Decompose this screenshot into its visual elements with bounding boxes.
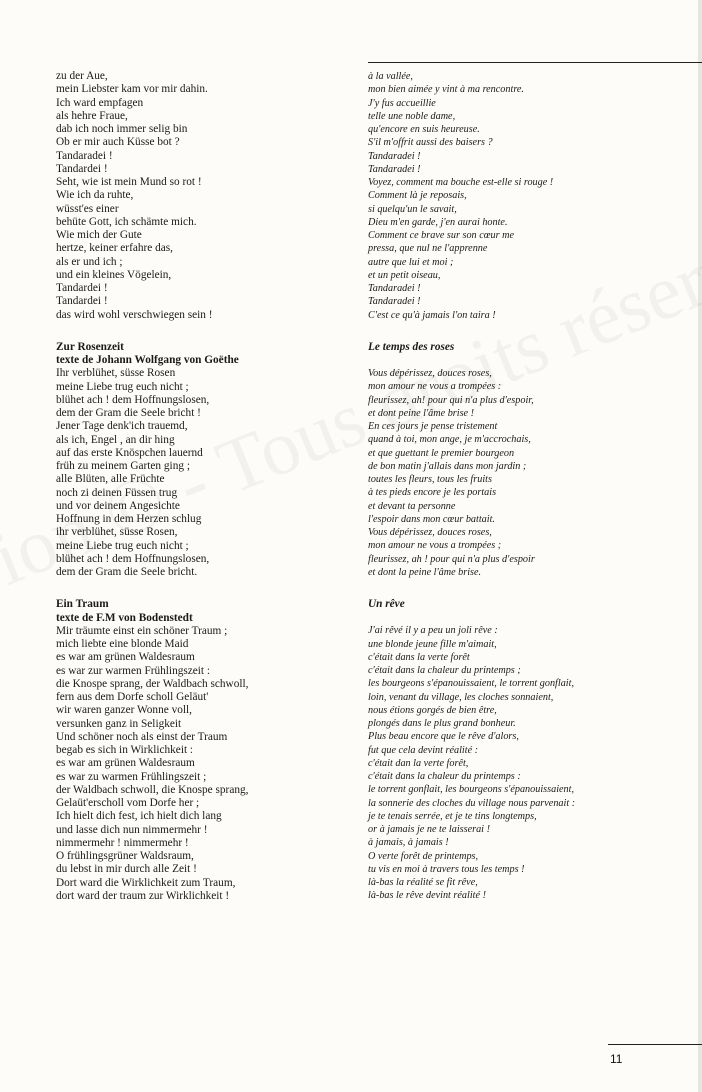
poem-line: telle une noble dame, [368, 110, 456, 122]
poem-line: le torrent gonflait, les bourgeons s'épanouissaient, [368, 784, 575, 796]
poem-line: es war zu warmen Frühlingszeit ; [56, 770, 207, 783]
poem-line: ihr verblühet, süsse Rosen, [56, 526, 178, 539]
poem-line: à tes pieds encore je les portais [368, 487, 497, 499]
poem-line: es war am grünen Waldesraum [56, 651, 195, 664]
poem-line: Seht, wie ist mein Mund so rot ! [56, 176, 202, 188]
poem-line: die Knospe sprang, der Waldbach schwoll, [56, 677, 249, 690]
reve-title: Un rêve [368, 598, 405, 610]
poem-line: als ich, Engel , an dir hing [56, 433, 175, 446]
poem-line: fleurissez, ah! pour qui n'a plus d'espoir, [368, 394, 534, 406]
poem-line: als er und ich ; [56, 255, 123, 268]
poem-line: là-bas le rêve devint réalité ! [368, 890, 486, 902]
poem-line: c'était dans la chaleur du printemps : [368, 771, 521, 782]
poem-line: begab es sich in Wirklichkeit : [56, 744, 194, 756]
poem-line: la sonnerie des cloches du village nous parvenait : [368, 797, 576, 809]
roses-title: Le temps des roses [368, 340, 455, 353]
poem-line: Ob er mir auch Küsse bot ? [56, 136, 180, 149]
poem-line: Voyez, comment ma bouche est-elle si rouge ! [368, 177, 554, 188]
poem-line: plongés dans le plus grand bonheur. [368, 718, 516, 729]
poem-line: meine Liebe trug euch nicht ; [56, 539, 189, 552]
poem-line: fern aus dem Dorfe scholl Geläut' [56, 691, 209, 703]
poem-line: du lebst in mir durch alle Zeit ! [56, 863, 197, 876]
poem-line: loin, venant du village, les cloches sonnaient, [368, 691, 554, 703]
poem-line: pressa, que nul ne l'apprenne [368, 243, 488, 255]
poem-line: et dont peine l'âme brise ! [368, 407, 475, 419]
poem-line: Ihr verblühet, süsse Rosen [56, 367, 176, 380]
poem-line: à jamais, à jamais ! [368, 837, 449, 849]
poem-line: et que guettant le premier bourgeon [368, 447, 515, 459]
roses-poem [368, 367, 694, 579]
poem-line: mon amour ne vous a trompées : [368, 381, 502, 393]
german-intro-stanza [56, 70, 356, 322]
poem-line: mon amour ne vous a trompées ; [368, 540, 502, 552]
rosenzeit-poem [56, 367, 356, 579]
poem-line: Vous dépérissez, douces roses, [368, 527, 492, 538]
poem-line: qu'encore en suis heureuse. [368, 124, 480, 135]
poem-line: mich liebte eine blonde Maid [56, 638, 189, 650]
poem-line: alle Blüten, alle Früchte [56, 473, 165, 486]
poem-line: Tandaradei ! [368, 163, 421, 175]
poem-line: Tandaradei ! [368, 150, 421, 162]
poem-line: Mir träumte einst ein schöner Traum ; [56, 624, 228, 637]
poem-line: les bourgeons s'épanouissaient, le torrent gonflait, [368, 678, 575, 690]
reve-poem [368, 624, 694, 902]
german-column [56, 70, 356, 903]
poem-line: O verte forêt de printemps, [368, 850, 479, 862]
poem-line: Wie ich da ruhte, [56, 189, 134, 202]
poem-line: versunken ganz in Seligkeit [56, 717, 182, 730]
poem-line: als hehre Fraue, [56, 109, 128, 122]
poem-line: Tandardei ! [56, 295, 108, 308]
rosenzeit-section [56, 341, 356, 580]
poem-line: und ein kleines Vögelein, [56, 268, 172, 281]
poem-line: En ces jours je pense tristement [368, 421, 498, 432]
poem-line: blühet ach ! dem Hoffnungslosen, [56, 393, 210, 406]
poem-line: S'il m'offrit aussi des baisers ? [368, 137, 493, 149]
poem-line: und lasse dich nun nimmermehr ! [56, 823, 208, 836]
poem-line: là-bas la réalité se fit rêve, [368, 877, 478, 888]
poem-line: mein Liebster kam vor mir dahin. [56, 83, 208, 96]
poem-line: dem der Gram die Seele bricht ! [56, 407, 201, 419]
poem-line: auf das erste Knöspchen lauernd [56, 446, 203, 459]
poem-line: quand à toi, mon ange, je m'accrochais, [368, 434, 531, 446]
poem-line: Ich ward empfagen [56, 96, 144, 109]
page-edge-shadow [698, 0, 702, 1092]
poem-line: Tandaradei ! [56, 149, 113, 162]
poem-line: Wie mich der Gute [56, 229, 142, 241]
poem-line: früh zu meinem Garten ging ; [56, 460, 190, 472]
poem-line: autre que lui et moi ; [368, 256, 454, 268]
poem-line: Comment ce brave sur son cœur me [368, 230, 514, 241]
poem-line: Comment là je reposais, [368, 190, 467, 202]
poem-line: blühet ach ! dem Hoffnungslosen, [56, 552, 210, 565]
reve-section [368, 598, 694, 903]
poem-line: hertze, keiner erfahre das, [56, 242, 173, 255]
poem-line: C'est ce qu'à jamais l'on taira ! [368, 309, 496, 321]
poem-line: c'était dans la verte forêt [368, 651, 470, 663]
french-intro-stanza [368, 70, 694, 322]
poem-line: Plus beau encore que le rêve d'alors, [368, 731, 519, 743]
poem-line: Tandardei ! [56, 162, 108, 175]
poem-line: dem der Gram die Seele bricht. [56, 566, 198, 578]
poem-line: es war zur warmen Frühlingszeit : [56, 664, 211, 677]
poem-line: Hoffnung in dem Herzen schlug [56, 513, 202, 525]
rosenzeit-author: texte de Johann Wolfgang von Goëthe [56, 354, 239, 366]
poem-line: et dont la peine l'âme brise. [368, 566, 482, 578]
poem-line: Dieu m'en garde, j'en aurai honte. [368, 216, 508, 228]
poem-line: de bon matin j'allais dans mon jardin ; [368, 460, 527, 472]
poem-line: Und schöner noch als einst der Traum [56, 730, 228, 743]
poem-line: et un petit oiseau, [368, 269, 441, 281]
poem-line: O frühlingsgrüner Waldsraum, [56, 850, 194, 862]
poem-line: c'était dan la verte forêt, [368, 757, 469, 769]
poem-line: tu vis en moi à travers tous les temps ! [368, 863, 525, 875]
poem-line: et devant ta personne [368, 500, 456, 512]
poem-line: si quelqu'un le savait, [368, 203, 457, 215]
top-rule [368, 62, 702, 63]
page-number: 11 [610, 1052, 623, 1066]
rosenzeit-title: Zur Rosenzeit [56, 340, 124, 353]
poem-line: toutes les fleurs, tous les fruits [368, 474, 492, 485]
roses-section [368, 341, 694, 579]
poem-line: dort ward der traum zur Wirklichkeit ! [56, 889, 230, 902]
poem-line: der Waldbach schwoll, die Knospe sprang, [56, 783, 249, 796]
poem-line: Vous dépérissez, douces roses, [368, 368, 492, 379]
poem-line: J'ai rêvé il y a peu un joli rêve : [368, 625, 498, 637]
poem-line: Jener Tage denk'ich trauemd, [56, 420, 188, 433]
poem-line: wir waren ganzer Wonne voll, [56, 704, 192, 717]
poem-line: une blonde jeune fille m'aimait, [368, 638, 497, 650]
poem-line: mon bien aimée y vint à ma rencontre. [368, 84, 524, 96]
traum-title: Ein Traum [56, 598, 109, 611]
poem-line: zu der Aue, [56, 70, 108, 82]
poem-line: à la vallée, [368, 71, 413, 82]
poem-line: Gelaüt'erscholl vom Dorfe her ; [56, 797, 200, 809]
poem-line: Ich hielt dich fest, ich hielt dich lang [56, 810, 222, 823]
poem-line: Dort ward die Wirklichkeit zum Traum, [56, 876, 236, 889]
french-column [368, 70, 694, 903]
poem-line: noch zi deinen Füssen trug [56, 486, 178, 499]
poem-line: wüsst'es einer [56, 202, 119, 215]
poem-line: es war am grünen Waldesraum [56, 757, 195, 770]
poem-line: meine Liebe trug euch nicht ; [56, 380, 189, 393]
traum-section [56, 598, 356, 903]
poem-line: J'y fus accueillie [368, 97, 436, 109]
footer-rule [608, 1044, 702, 1045]
poem-line: Tandaradei ! [368, 296, 421, 308]
poem-line: je te tenais serrée, et je te tins longtemps, [368, 810, 537, 822]
poem-line: l'espoir dans mon cœur battait. [368, 513, 495, 525]
poem-line: nous étions gorgés de bien être, [368, 704, 497, 716]
poem-line: c'était dans la chaleur du printemps ; [368, 665, 521, 676]
poem-line: und vor deinem Angesichte [56, 499, 180, 512]
poem-line: nimmermehr ! nimmermehr ! [56, 836, 189, 849]
poem-line: fut que cela devint réalité : [368, 744, 479, 756]
poem-line: behüte Gott, ich schämte mich. [56, 215, 197, 228]
poem-line: or à jamais je ne te laisserai ! [368, 824, 490, 835]
poem-line: das wird wohl verschwiegen sein ! [56, 308, 213, 321]
poem-line: Tandardei ! [56, 282, 108, 294]
poem-line: fleurissez, ah ! pour qui n'a plus d'espoir [368, 553, 535, 565]
poem-line: dab ich noch immer selig bin [56, 123, 188, 135]
traum-author: texte de F.M von Bodenstedt [56, 611, 193, 624]
poem-line: Tandaradei ! [368, 283, 421, 294]
traum-poem [56, 625, 356, 903]
